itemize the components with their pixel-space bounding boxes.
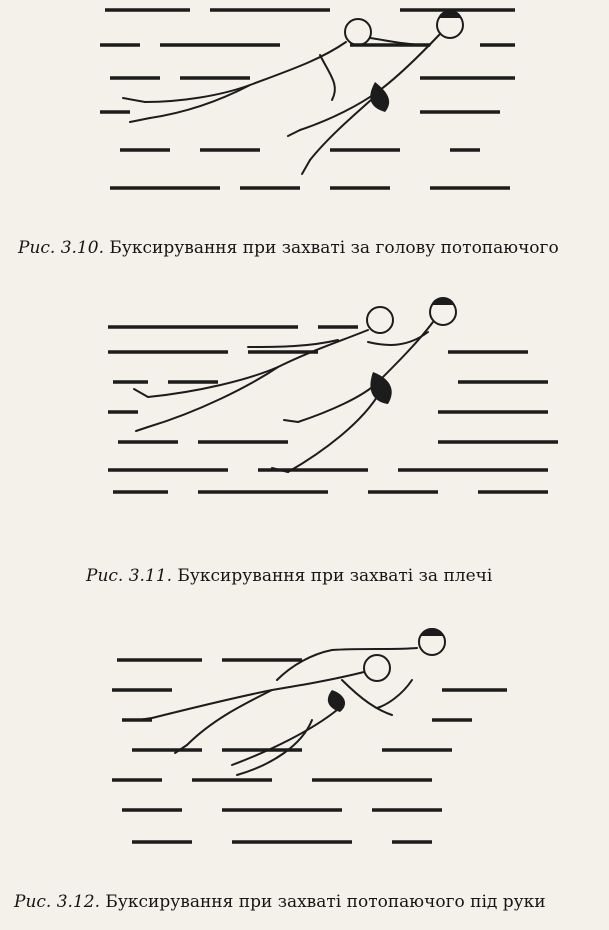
- towing-under-arms-drawing: [112, 620, 512, 855]
- water-lines: [112, 660, 507, 842]
- figure-3-11-illustration: [108, 292, 558, 507]
- figure-3-11-text: Буксирування при захваті за плечі: [177, 566, 493, 586]
- rescuer-figure: [272, 297, 456, 472]
- figure-3-11-label: Рис. 3.11.: [86, 566, 172, 586]
- rescuer-figure: [232, 628, 445, 775]
- towing-by-head-drawing: [100, 0, 520, 200]
- figure-3-12-label: Рис. 3.12.: [14, 892, 100, 912]
- figure-3-11-caption: [86, 566, 492, 586]
- towing-by-shoulders-drawing: [108, 292, 558, 507]
- figure-3-10-caption: [18, 238, 559, 258]
- figure-3-10-illustration: [100, 0, 520, 200]
- victim-figure: [123, 19, 371, 122]
- figure-3-12-text: Буксирування при захваті потопаючого під руки: [105, 892, 546, 912]
- figure-3-10-text: Буксирування при захваті за голову потопаючого: [109, 238, 559, 258]
- figure-3-12-caption: [14, 892, 546, 912]
- figure-3-10-label: Рис. 3.10.: [18, 238, 104, 258]
- figure-3-12-illustration: [112, 620, 512, 855]
- victim-figure: [138, 655, 392, 753]
